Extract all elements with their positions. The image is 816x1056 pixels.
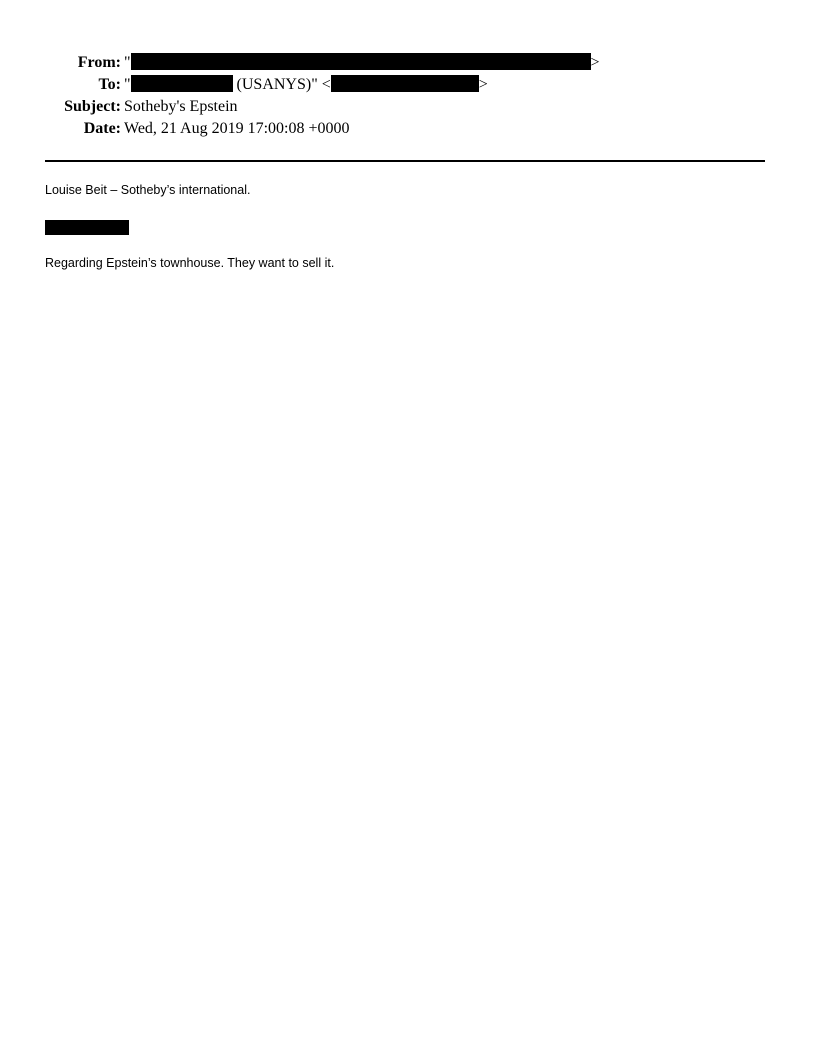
from-value <box>124 52 600 74</box>
date-label: Date: <box>83 120 121 137</box>
subject-value: Sotheby's Epstein <box>124 98 238 115</box>
to-open-quote: " <box>124 76 131 93</box>
to-name-redaction <box>131 75 233 92</box>
body-line-1: Louise Beit – Sotheby’s international. <box>45 183 251 197</box>
from-label: From: <box>77 54 121 71</box>
from-open-quote: " <box>124 54 131 71</box>
to-value <box>124 74 488 96</box>
to-email-redaction <box>331 75 479 92</box>
from-row <box>0 52 760 74</box>
body-redaction <box>45 220 129 235</box>
body-line-2: Regarding Epstein’s townhouse. They want to sell it. <box>45 256 335 270</box>
to-suffix: (USANYS)" < <box>236 76 331 93</box>
subject-row <box>0 96 760 118</box>
date-value: Wed, 21 Aug 2019 17:00:08 +0000 <box>124 120 350 137</box>
to-row <box>0 74 760 96</box>
from-close: > <box>590 54 600 71</box>
subject-label: Subject: <box>64 98 121 115</box>
header-divider <box>45 160 765 162</box>
to-close: > <box>478 76 488 93</box>
date-row <box>0 118 760 140</box>
from-redaction <box>131 53 591 70</box>
to-label: To: <box>98 76 121 93</box>
email-header <box>0 52 760 140</box>
